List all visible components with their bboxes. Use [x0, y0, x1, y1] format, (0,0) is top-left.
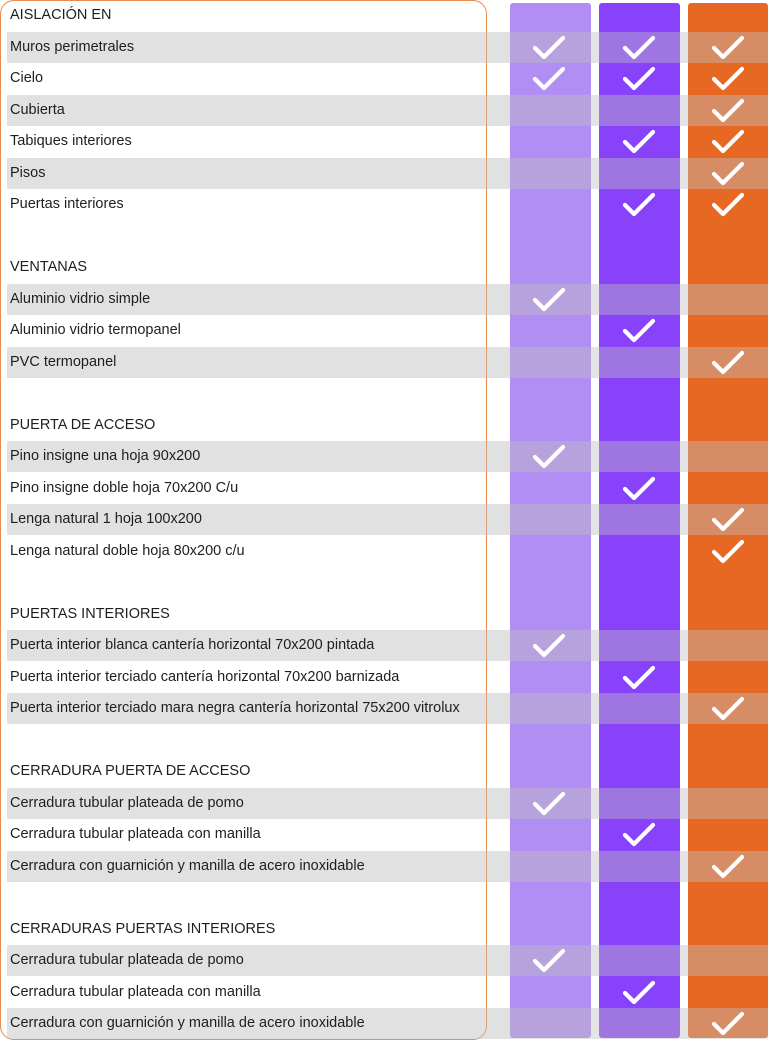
table-row	[0, 693, 768, 724]
row-label: Puertas interiores	[10, 196, 124, 212]
row-label: Cubierta	[10, 101, 65, 118]
row-label: Pisos	[10, 164, 46, 181]
section-title: CERRADURAS PUERTAS INTERIORES	[10, 920, 276, 937]
check-icon	[711, 192, 745, 218]
spacer-row	[0, 567, 768, 598]
section-title: PUERTA DE ACCESO	[10, 416, 156, 433]
section-title: CERRADURA PUERTA DE ACCESO	[10, 763, 251, 779]
table-row	[0, 630, 768, 661]
row-label: Muros perimetrales	[10, 38, 135, 55]
table-row	[0, 158, 768, 189]
row-label: Pino insigne doble hoja 70x200 C/u	[10, 479, 239, 496]
check-icon	[622, 318, 656, 344]
table-row	[0, 977, 768, 1008]
table-row	[0, 284, 768, 315]
row-label: Cielo	[10, 70, 44, 86]
table-row	[0, 347, 768, 378]
check-icon	[711, 350, 745, 376]
section-header-row	[0, 252, 768, 283]
check-icon	[711, 35, 745, 61]
check-icon	[532, 287, 566, 313]
check-icon	[711, 161, 745, 187]
section-header-row	[0, 410, 768, 441]
section-header-row	[0, 756, 768, 787]
check-icon	[532, 66, 566, 92]
table-row	[0, 63, 768, 94]
table-row	[0, 126, 768, 157]
check-icon	[711, 129, 745, 155]
check-icon	[711, 539, 745, 565]
check-icon	[622, 129, 656, 155]
section-title: AISLACIÓN EN	[10, 7, 112, 23]
check-icon	[622, 822, 656, 848]
row-label: Lenga natural 1 hoja 100x200	[10, 511, 202, 527]
check-icon	[532, 791, 566, 817]
row-stripe	[7, 95, 510, 126]
row-label: PVC termopanel	[10, 353, 117, 370]
row-label: Aluminio vidrio simple	[10, 290, 151, 307]
row-label: Puerta interior terciado cantería horizontal 70x200 barnizada	[10, 668, 400, 685]
check-icon	[622, 665, 656, 691]
section-header-row	[0, 914, 768, 945]
section-title: VENTANAS	[10, 259, 88, 275]
spacer-row	[0, 725, 768, 756]
row-label: Cerradura con guarnición y manilla de acero inoxidable	[10, 1015, 365, 1031]
table-row	[0, 473, 768, 504]
check-icon	[532, 444, 566, 470]
check-icon	[711, 66, 745, 92]
check-icon	[711, 696, 745, 722]
row-label: Cerradura tubular plateada de pomo	[10, 794, 244, 811]
table-row	[0, 788, 768, 819]
row-stripe	[7, 158, 510, 189]
check-icon	[532, 633, 566, 659]
check-icon	[622, 35, 656, 61]
section-title: PUERTAS INTERIORES	[10, 605, 170, 622]
row-label: Cerradura tubular plateada con manilla	[10, 983, 261, 1000]
table-row	[0, 662, 768, 693]
table-row	[0, 851, 768, 882]
spacer-row	[0, 378, 768, 409]
check-icon	[711, 854, 745, 880]
row-label: Puerta interior blanca cantería horizontal 70x200 pintada	[10, 637, 375, 653]
check-icon	[711, 507, 745, 533]
row-label: Cerradura tubular plateada con manilla	[10, 826, 261, 842]
spacer-row	[0, 882, 768, 913]
table-row	[0, 1008, 768, 1039]
table-row	[0, 945, 768, 976]
check-icon	[532, 35, 566, 61]
row-label: Tabiques interiores	[10, 133, 132, 149]
section-header-row	[0, 599, 768, 630]
check-icon	[622, 980, 656, 1006]
table-row	[0, 95, 768, 126]
row-label: Cerradura tubular plateada de pomo	[10, 952, 244, 968]
table-row	[0, 441, 768, 472]
table-row	[0, 504, 768, 535]
check-icon	[622, 476, 656, 502]
row-label: Aluminio vidrio termopanel	[10, 322, 181, 338]
check-icon	[711, 1011, 745, 1037]
check-icon	[622, 192, 656, 218]
spacer-row	[0, 221, 768, 252]
check-icon	[532, 948, 566, 974]
table-row	[0, 189, 768, 220]
section-header-row	[0, 0, 768, 31]
row-label: Lenga natural doble hoja 80x200 c/u	[10, 542, 245, 559]
check-icon	[622, 66, 656, 92]
table-row	[0, 32, 768, 63]
check-icon	[711, 98, 745, 124]
row-label: Cerradura con guarnición y manilla de acero inoxidable	[10, 857, 365, 874]
table-row	[0, 819, 768, 850]
row-label: Pino insigne una hoja 90x200	[10, 448, 201, 464]
table-row	[0, 315, 768, 346]
row-label: Puerta interior terciado mara negra cantería horizontal 75x200 vitrolux	[10, 700, 460, 716]
table-row	[0, 536, 768, 567]
